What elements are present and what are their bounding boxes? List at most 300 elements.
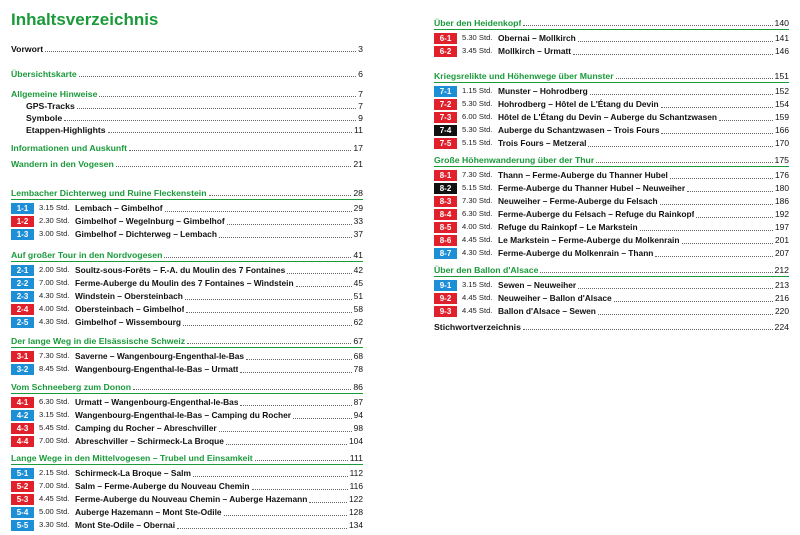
tour-page-number: 98 — [353, 423, 363, 433]
tour-page-number: 192 — [775, 209, 789, 219]
tour-row[interactable] — [11, 396, 363, 408]
dot-leader — [660, 204, 773, 205]
tour-page-number: 134 — [349, 520, 363, 530]
tour-page-number: 141 — [775, 33, 789, 43]
entry-label: Allgemeine Hinweise — [11, 89, 98, 99]
tour-name: Sewen – Neuweiher — [498, 280, 577, 290]
dot-leader — [523, 329, 773, 330]
tour-row[interactable] — [434, 292, 789, 304]
dot-leader — [540, 272, 772, 273]
toc-block — [11, 452, 363, 531]
section-heading[interactable] — [11, 452, 363, 464]
tour-name: Hohrodberg – Hôtel de L'Étang du Devin — [498, 99, 659, 109]
tour-number-badge: 3-2 — [11, 364, 34, 375]
dot-leader — [655, 256, 773, 257]
tour-duration: 7.00 Std. — [39, 278, 70, 287]
dot-leader — [165, 211, 352, 212]
tour-row[interactable] — [11, 519, 363, 531]
toc-entry[interactable] — [11, 68, 363, 80]
dot-leader — [309, 502, 347, 503]
tour-number-badge: 5-1 — [11, 468, 34, 479]
dot-leader — [614, 301, 773, 302]
dot-leader — [573, 54, 773, 55]
toc-block — [11, 187, 363, 240]
tour-duration: 5.30 Std. — [462, 99, 493, 108]
tour-duration: 5.45 Std. — [39, 423, 70, 432]
toc-block — [434, 264, 789, 317]
section-rule — [11, 261, 363, 262]
tour-row[interactable] — [11, 290, 363, 302]
tour-row[interactable] — [434, 137, 789, 149]
toc-entry[interactable] — [11, 124, 363, 136]
section-heading[interactable] — [434, 17, 789, 29]
tour-duration: 2.30 Std. — [39, 216, 70, 225]
tour-duration: 8.45 Std. — [39, 364, 70, 373]
tour-duration: 3.45 Std. — [462, 46, 493, 55]
tour-row[interactable] — [434, 208, 789, 220]
tour-duration: 3.15 Std. — [39, 410, 70, 419]
section-title: Große Höhenwanderung über der Thur — [434, 155, 595, 165]
toc-block — [11, 158, 363, 170]
tour-duration: 4.00 Std. — [39, 304, 70, 313]
toc-block — [11, 112, 363, 124]
entry-page-number: 17 — [353, 143, 363, 153]
section-heading[interactable] — [434, 70, 789, 82]
tour-page-number: 104 — [349, 436, 363, 446]
tour-duration: 7.00 Std. — [39, 481, 70, 490]
tour-number-badge: 8-7 — [434, 248, 457, 259]
section-rule — [434, 29, 789, 30]
tour-name: Ballon d'Alsace – Sewen — [498, 306, 596, 316]
tour-row[interactable] — [11, 303, 363, 315]
section-heading[interactable] — [11, 335, 363, 347]
section-heading[interactable] — [11, 187, 363, 199]
entry-label: Etappen-Highlights — [26, 125, 106, 135]
toc-entry[interactable] — [434, 321, 789, 333]
tour-duration: 4.30 Std. — [39, 291, 70, 300]
section-page-number: 151 — [774, 71, 789, 81]
tour-duration: 3.30 Std. — [39, 520, 70, 529]
tour-page-number: 128 — [349, 507, 363, 517]
tour-page-number: 58 — [353, 304, 363, 314]
dot-leader — [598, 314, 773, 315]
tour-duration: 4.45 Std. — [462, 293, 493, 302]
section-rule — [434, 82, 789, 83]
section-heading[interactable] — [11, 381, 363, 393]
dot-leader — [293, 418, 352, 419]
tour-page-number: 87 — [353, 397, 363, 407]
tour-row[interactable] — [11, 215, 363, 227]
dot-leader — [523, 25, 772, 26]
tour-page-number: 216 — [775, 293, 789, 303]
dot-leader — [224, 515, 347, 516]
entry-page-number: 7 — [358, 89, 363, 99]
tour-row[interactable] — [11, 467, 363, 479]
tour-number-badge: 8-1 — [434, 170, 457, 181]
section-heading[interactable] — [434, 154, 789, 166]
tour-row[interactable] — [11, 350, 363, 362]
tour-row[interactable] — [11, 316, 363, 328]
tour-number-badge: 4-2 — [11, 410, 34, 421]
tour-row[interactable] — [434, 221, 789, 233]
section-page-number: 111 — [349, 453, 363, 463]
tour-duration: 6.00 Std. — [462, 112, 493, 121]
section-page-number: 86 — [353, 382, 363, 392]
dot-leader — [108, 132, 352, 133]
tour-row[interactable] — [11, 277, 363, 289]
dot-leader — [227, 224, 352, 225]
toc-block — [11, 124, 363, 136]
tour-number-badge: 1-3 — [11, 229, 34, 240]
tour-name: Auberge Hazemann – Mont Ste-Odile — [75, 507, 222, 517]
tour-page-number: 122 — [349, 494, 363, 504]
tour-number-badge: 1-2 — [11, 216, 34, 227]
tour-duration: 7.30 Std. — [462, 196, 493, 205]
tour-page-number: 29 — [353, 203, 363, 213]
toc-block — [434, 321, 789, 333]
dot-leader — [661, 107, 773, 108]
dot-leader — [187, 343, 351, 344]
tour-number-badge: 5-3 — [11, 494, 34, 505]
tour-row[interactable] — [11, 480, 363, 492]
tour-duration: 7.30 Std. — [462, 170, 493, 179]
tour-name: Le Markstein – Ferme-Auberge du Molkenrain — [498, 235, 680, 245]
dot-leader — [177, 528, 347, 529]
tour-row[interactable] — [434, 111, 789, 123]
section-page-number: 140 — [774, 18, 789, 28]
tour-name: Wangenbourg-Engenthal-le-Bas – Camping du Rocher — [75, 410, 292, 420]
dot-leader — [79, 76, 356, 77]
tour-page-number: 186 — [775, 196, 789, 206]
tour-number-badge: 4-3 — [11, 423, 34, 434]
dot-leader — [578, 288, 773, 289]
section-rule — [11, 347, 363, 348]
tour-row[interactable] — [434, 32, 789, 44]
tour-name: Ferme-Auberge du Molkenrain – Thann — [498, 248, 654, 258]
entry-page-number: 7 — [358, 101, 363, 111]
tour-page-number: 207 — [775, 248, 789, 258]
entry-label: Symbole — [26, 113, 63, 123]
dot-leader — [252, 489, 348, 490]
tour-number-badge: 2-1 — [11, 265, 34, 276]
tour-duration: 4.30 Std. — [39, 317, 70, 326]
tour-number-badge: 7-2 — [434, 99, 457, 110]
dot-leader — [670, 178, 773, 179]
dot-leader — [164, 257, 351, 258]
tour-name: Salm – Ferme-Auberge du Nouveau Chemin — [75, 481, 250, 491]
tour-number-badge: 8-2 — [434, 183, 457, 194]
tour-page-number: 94 — [353, 410, 363, 420]
tour-name: Urmatt – Wangenbourg-Engenthal-le-Bas — [75, 397, 239, 407]
dot-leader — [287, 273, 351, 274]
dot-leader — [77, 108, 356, 109]
dot-leader — [99, 96, 356, 97]
tour-row[interactable] — [434, 247, 789, 259]
tour-number-badge: 8-5 — [434, 222, 457, 233]
entry-page-number: 3 — [358, 44, 363, 54]
tour-number-badge: 8-3 — [434, 196, 457, 207]
tour-name: Gimbelhof – Dichterweg – Lembach — [75, 229, 217, 239]
tour-number-badge: 2-3 — [11, 291, 34, 302]
toc-block — [11, 100, 363, 112]
tour-duration: 7.30 Std. — [39, 351, 70, 360]
tour-row[interactable] — [11, 363, 363, 375]
tour-number-badge: 5-2 — [11, 481, 34, 492]
tour-page-number: 220 — [775, 306, 789, 316]
dot-leader — [129, 150, 351, 151]
tour-name: Thann – Ferme-Auberge du Thanner Hubel — [498, 170, 668, 180]
tour-duration: 4.00 Std. — [462, 222, 493, 231]
tour-number-badge: 6-2 — [434, 46, 457, 57]
tour-row[interactable] — [434, 45, 789, 57]
section-page-number: 41 — [353, 250, 363, 260]
tour-duration: 5.15 Std. — [462, 138, 493, 147]
tour-page-number: 116 — [349, 481, 363, 491]
tour-page-number: 201 — [775, 235, 789, 245]
dot-leader — [682, 243, 774, 244]
page-title: Inhaltsverzeichnis — [11, 10, 159, 29]
tour-number-badge: 9-3 — [434, 306, 457, 317]
tour-duration: 6.30 Std. — [462, 209, 493, 218]
tour-row[interactable] — [434, 85, 789, 97]
tour-page-number: 68 — [353, 351, 363, 361]
tour-page-number: 213 — [775, 280, 789, 290]
entry-label: Übersichtskarte — [11, 69, 77, 79]
dot-leader — [687, 191, 773, 192]
tour-name: Abreschviller – Schirmeck-La Broque — [75, 436, 224, 446]
section-title: Der lange Weg in die Elsässische Schweiz — [11, 336, 186, 346]
tour-row[interactable] — [11, 506, 363, 518]
entry-page-number: 224 — [774, 322, 789, 332]
tour-duration: 3.00 Std. — [39, 229, 70, 238]
tour-duration: 4.45 Std. — [39, 494, 70, 503]
tour-page-number: 62 — [353, 317, 363, 327]
section-page-number: 67 — [353, 336, 363, 346]
tour-page-number: 112 — [349, 468, 363, 478]
entry-label: GPS-Tracks — [26, 101, 75, 111]
dot-leader — [240, 372, 351, 373]
tour-duration: 2.15 Std. — [39, 468, 70, 477]
tour-duration: 5.30 Std. — [462, 125, 493, 134]
toc-block — [11, 68, 363, 80]
toc-entry[interactable] — [11, 88, 363, 100]
tour-row[interactable] — [11, 435, 363, 447]
tour-name: Neuweiher – Ballon d'Alsace — [498, 293, 612, 303]
tour-number-badge: 7-5 — [434, 138, 457, 149]
tour-page-number: 154 — [775, 99, 789, 109]
tour-row[interactable] — [434, 195, 789, 207]
section-title: Lange Wege in den Mittelvogesen – Trubel und Einsamkeit — [11, 453, 253, 463]
tour-row[interactable] — [11, 409, 363, 421]
dot-leader — [226, 444, 347, 445]
dot-leader — [246, 359, 352, 360]
tour-name: Obersteinbach – Gimbelhof — [75, 304, 185, 314]
section-rule — [434, 276, 789, 277]
dot-leader — [240, 405, 351, 406]
toc-entry[interactable] — [11, 142, 363, 154]
tour-name: Mollkirch – Urmatt — [498, 46, 572, 56]
tour-number-badge: 1-1 — [11, 203, 34, 214]
tour-number-badge: 3-1 — [11, 351, 34, 362]
dot-leader — [590, 94, 773, 95]
tour-page-number: 37 — [353, 229, 363, 239]
tour-row[interactable] — [434, 169, 789, 181]
tour-duration: 4.45 Std. — [462, 235, 493, 244]
dot-leader — [183, 325, 352, 326]
dot-leader — [186, 312, 351, 313]
tour-page-number: 197 — [775, 222, 789, 232]
section-title: Über den Ballon d'Alsace — [434, 265, 539, 275]
tour-row[interactable] — [11, 422, 363, 434]
dot-leader — [255, 460, 348, 461]
entry-label: Vorwort — [11, 44, 44, 54]
section-rule — [11, 199, 363, 200]
dot-leader — [588, 146, 773, 147]
tour-number-badge: 5-5 — [11, 520, 34, 531]
tour-page-number: 180 — [775, 183, 789, 193]
tour-name: Gimbelhof – Wissembourg — [75, 317, 182, 327]
tour-name: Wangenbourg-Engenthal-le-Bas – Urmatt — [75, 364, 239, 374]
entry-page-number: 21 — [353, 159, 363, 169]
tour-name: Mont Ste-Odile – Obernai — [75, 520, 176, 530]
tour-name: Lembach – Gimbelhof — [75, 203, 163, 213]
tour-page-number: 159 — [775, 112, 789, 122]
dot-leader — [133, 389, 351, 390]
tour-page-number: 152 — [775, 86, 789, 96]
tour-row[interactable] — [11, 202, 363, 214]
toc-block — [11, 249, 363, 328]
toc-block — [434, 154, 789, 259]
tour-name: Auberge du Schantzwasen – Trois Fours — [498, 125, 660, 135]
tour-number-badge: 2-4 — [11, 304, 34, 315]
dot-leader — [45, 51, 356, 52]
tour-duration: 7.00 Std. — [39, 436, 70, 445]
tour-row[interactable] — [11, 228, 363, 240]
tour-name: Ferme-Auberge du Thanner Hubel – Neuweiher — [498, 183, 686, 193]
tour-duration: 1.15 Std. — [462, 86, 493, 95]
tour-number-badge: 6-1 — [434, 33, 457, 44]
dot-leader — [719, 120, 773, 121]
tour-duration: 3.15 Std. — [462, 280, 493, 289]
tour-duration: 5.00 Std. — [39, 507, 70, 516]
toc-block — [11, 381, 363, 447]
tour-name: Hôtel de L'Étang du Devin – Auberge du Schantzwasen — [498, 112, 717, 122]
dot-leader — [296, 286, 352, 287]
tour-name: Neuweiher – Ferme-Auberge du Felsach — [498, 196, 658, 206]
toc-entry[interactable] — [11, 112, 363, 124]
tour-name: Ferme-Auberge du Felsach – Refuge du Rainkopf — [498, 209, 695, 219]
tour-name: Trois Fours – Metzeral — [498, 138, 587, 148]
section-heading[interactable] — [11, 249, 363, 261]
entry-label: Stichwortverzeichnis — [434, 322, 521, 332]
tour-name: Soultz-sous-Forêts – F.-A. du Moulin des 7 Fontaines — [75, 265, 286, 275]
tour-row[interactable] — [11, 493, 363, 505]
tour-row[interactable] — [434, 98, 789, 110]
toc-block — [11, 335, 363, 375]
tour-duration: 5.30 Std. — [462, 33, 493, 42]
tour-number-badge: 7-4 — [434, 125, 457, 136]
tour-duration: 3.15 Std. — [39, 203, 70, 212]
dot-leader — [219, 431, 352, 432]
tour-number-badge: 9-1 — [434, 280, 457, 291]
dot-leader — [616, 78, 773, 79]
entry-page-number: 9 — [358, 113, 363, 123]
toc-block — [434, 17, 789, 57]
tour-name: Ferme-Auberge du Moulin des 7 Fontaines – Windstein — [75, 278, 294, 288]
dot-leader — [640, 230, 773, 231]
dot-leader — [219, 237, 352, 238]
toc-block — [11, 142, 363, 154]
dot-leader — [661, 133, 773, 134]
dot-leader — [578, 41, 773, 42]
tour-duration: 5.15 Std. — [462, 183, 493, 192]
tour-row[interactable] — [11, 264, 363, 276]
tour-name: Saverne – Wangenbourg-Engenthal-le-Bas — [75, 351, 245, 361]
toc-block — [434, 70, 789, 149]
section-rule — [11, 393, 363, 394]
tour-row[interactable] — [434, 182, 789, 194]
tour-duration: 4.30 Std. — [462, 248, 493, 257]
dot-leader — [116, 166, 352, 167]
dot-leader — [696, 217, 773, 218]
tour-name: Refuge du Rainkopf – Le Markstein — [498, 222, 638, 232]
tour-page-number: 166 — [775, 125, 789, 135]
entry-page-number: 11 — [353, 125, 363, 135]
tour-name: Windstein – Obersteinbach — [75, 291, 183, 301]
tour-page-number: 176 — [775, 170, 789, 180]
entry-label: Informationen und Auskunft — [11, 143, 127, 153]
tour-number-badge: 9-2 — [434, 293, 457, 304]
section-page-number: 212 — [774, 265, 789, 275]
section-rule — [11, 464, 363, 465]
tour-name: Camping du Rocher – Abreschviller — [75, 423, 217, 433]
tour-duration: 4.45 Std. — [462, 306, 493, 315]
tour-row[interactable] — [434, 124, 789, 136]
tour-name: Obernai – Mollkirch — [498, 33, 576, 43]
section-page-number: 175 — [774, 155, 789, 165]
tour-number-badge: 7-3 — [434, 112, 457, 123]
section-heading[interactable] — [434, 264, 789, 276]
dot-leader — [193, 476, 348, 477]
tour-row[interactable] — [434, 279, 789, 291]
tour-number-badge: 7-1 — [434, 86, 457, 97]
tour-page-number: 78 — [353, 364, 363, 374]
dot-leader — [209, 195, 352, 196]
tour-row[interactable] — [434, 305, 789, 317]
toc-block — [11, 88, 363, 100]
dot-leader — [596, 162, 772, 163]
tour-name: Schirmeck-La Broque – Salm — [75, 468, 191, 478]
section-title: Vom Schneeberg zum Donon — [11, 382, 132, 392]
tour-number-badge: 4-1 — [11, 397, 34, 408]
toc-entry[interactable] — [11, 43, 363, 55]
tour-number-badge: 5-4 — [11, 507, 34, 518]
tour-page-number: 146 — [775, 46, 789, 56]
tour-name: Gimbelhof – Wegelnburg – Gimbelhof — [75, 216, 225, 226]
tour-number-badge: 2-5 — [11, 317, 34, 328]
tour-page-number: 42 — [353, 265, 363, 275]
tour-number-badge: 8-4 — [434, 209, 457, 220]
tour-row[interactable] — [434, 234, 789, 246]
toc-entry[interactable] — [11, 158, 363, 170]
section-title: Lembacher Dichterweg und Ruine Fleckenstein — [11, 188, 207, 198]
tour-number-badge: 4-4 — [11, 436, 34, 447]
dot-leader — [185, 299, 352, 300]
toc-entry[interactable] — [11, 100, 363, 112]
entry-label: Wandern in den Vogesen — [11, 159, 114, 169]
tour-page-number: 51 — [353, 291, 363, 301]
tour-number-badge: 2-2 — [11, 278, 34, 289]
